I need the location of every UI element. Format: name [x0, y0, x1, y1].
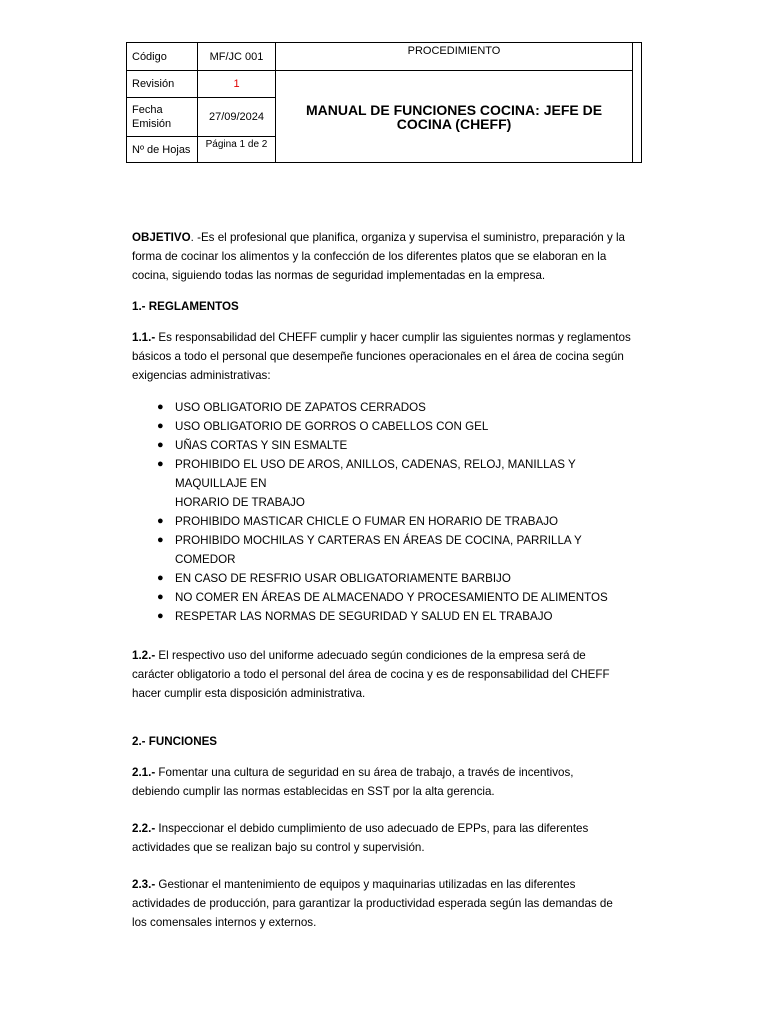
bullet-icon: ●: [157, 534, 164, 546]
paragraph-2-3-line-3: los comensales internos y externos.: [132, 916, 317, 929]
rule-text: NO COMER EN ÁREAS DE ALMACENADO Y PROCESAMIENTO DE ALIMENTOS: [175, 591, 608, 604]
list-item: [132, 417, 644, 436]
paragraph-2-3: [132, 875, 644, 932]
document-type: PROCEDIMIENTO: [276, 43, 633, 71]
date-value: 27/09/2024: [198, 98, 276, 137]
list-item: [132, 398, 644, 417]
rule-text: PROHIBIDO MASTICAR CHICLE O FUMAR EN HORARIO DE TRABAJO: [175, 515, 559, 528]
document-body: [132, 228, 644, 932]
rule-text: USO OBLIGATORIO DE GORROS O CABELLOS CON GEL: [175, 420, 489, 433]
date-label: [127, 98, 198, 137]
rule-text: PROHIBIDO EL USO DE AROS, ANILLOS, CADENAS, RELOJ, MANILLAS Y MAQUILLAJE EN: [175, 458, 576, 490]
rules-list: [132, 398, 644, 626]
objective-line-1: . -Es el profesional que planifica, organiza y supervisa el suministro, preparación y la: [190, 231, 625, 244]
paragraph-1-1-line-3: exigencias administrativas:: [132, 369, 271, 382]
bullet-icon: ●: [157, 610, 164, 622]
sheets-label: Nº de Hojas: [127, 137, 198, 163]
list-item: [132, 569, 644, 588]
paragraph-2-3-line-1: Gestionar el mantenimiento de equipos y maquinarias utilizadas en las diferentes: [155, 878, 576, 891]
section-1-heading: 1.- REGLAMENTOS: [132, 300, 239, 313]
objective-label: OBJETIVO: [132, 231, 191, 244]
section-2-heading: 2.- FUNCIONES: [132, 735, 218, 748]
paragraph-1-2-line-2: carácter obligatorio a todo el personal del área de cocina y es de responsabilidad del CHEFF: [132, 668, 610, 681]
paragraph-2-1: [132, 763, 644, 801]
revision-value: 1: [198, 71, 276, 98]
rule-text: USO OBLIGATORIO DE ZAPATOS CERRADOS: [175, 401, 426, 414]
paragraph-2-2-label: 2.2.-: [132, 822, 156, 835]
paragraph-2-1-label: 2.1.-: [132, 766, 156, 779]
paragraph-2-3-label: 2.3.-: [132, 878, 156, 891]
paragraph-2-1-line-1: Fomentar una cultura de seguridad en su área de trabajo, a través de incentivos,: [155, 766, 574, 779]
bullet-icon: ●: [157, 572, 164, 584]
list-item: [132, 531, 644, 569]
paragraph-1-2-label: 1.2.-: [132, 649, 156, 662]
rule-text: PROHIBIDO MOCHILAS Y CARTERAS EN ÁREAS DE COCINA, PARRILLA Y COMEDOR: [175, 534, 582, 566]
paragraph-2-1-line-2: debiendo cumplir las normas establecidas en SST por la alta gerencia.: [132, 785, 495, 798]
list-item: [132, 512, 644, 531]
rule-text: RESPETAR LAS NORMAS DE SEGURIDAD Y SALUD EN EL TRABAJO: [175, 610, 553, 623]
list-item: [132, 455, 644, 512]
document-title: [276, 71, 633, 163]
date-label-line-1: Fecha: [132, 104, 163, 116]
list-item: [132, 436, 644, 455]
paragraph-1-1: [132, 328, 644, 385]
bullet-icon: ●: [157, 420, 164, 432]
paragraph-2-2-line-1: Inspeccionar el debido cumplimiento de uso adecuado de EPPs, para las diferentes: [155, 822, 589, 835]
paragraph-1-1-line-2: básicos a todo el personal que desempeñe funciones operacionales en el área de cocina según: [132, 350, 624, 363]
bullet-icon: ●: [157, 591, 164, 603]
paragraph-2-2: [132, 819, 644, 857]
bullet-icon: ●: [157, 515, 164, 527]
objective-line-2: forma de cocinar los alimentos y la confección de los diferentes platos que se elaboran en la: [132, 250, 607, 263]
paragraph-1-2: [132, 646, 644, 703]
list-item: [132, 607, 644, 626]
paragraph-1-2-line-3: hacer cumplir esta disposición administrativa.: [132, 687, 366, 700]
list-item: [132, 588, 644, 607]
code-value: MF/JC 001: [198, 43, 276, 71]
bullet-icon: ●: [157, 458, 164, 470]
date-label-line-2: Emisión: [132, 118, 172, 130]
paragraph-2-2-line-2: actividades que se realizan bajo su control y supervisión.: [132, 841, 425, 854]
paragraph-1-2-line-1: El respectivo uso del uniforme adecuado según condiciones de la empresa será de: [155, 649, 586, 662]
code-label: Código: [127, 43, 198, 71]
bullet-icon: ●: [157, 401, 164, 413]
objective-line-3: cocina, siguiendo todas las normas de seguridad implementadas en la empresa.: [132, 269, 546, 282]
document-title-line-1: MANUAL DE FUNCIONES COCINA: JEFE DE: [305, 101, 603, 118]
document-title-line-2: COCINA (CHEFF): [396, 115, 512, 132]
sheets-value: Página 1 de 2: [198, 137, 276, 163]
rule-text: EN CASO DE RESFRIO USAR OBLIGATORIAMENTE BARBIJO: [175, 572, 511, 585]
header-right-margin-cell: [633, 43, 642, 163]
rule-text-continued: HORARIO DE TRABAJO: [175, 496, 305, 509]
paragraph-1-1-line-1: Es responsabilidad del CHEFF cumplir y hacer cumplir las siguientes normas y reglamentos: [155, 331, 631, 344]
bullet-icon: ●: [157, 439, 164, 451]
paragraph-2-3-line-2: actividades de producción, para garantizar la productividad esperada según las demandas de: [132, 897, 613, 910]
objective-paragraph: [132, 228, 644, 285]
paragraph-1-1-label: 1.1.-: [132, 331, 156, 344]
revision-label: Revisión: [127, 71, 198, 98]
document-header-table: [126, 42, 642, 163]
rule-text: UÑAS CORTAS Y SIN ESMALTE: [175, 439, 348, 452]
